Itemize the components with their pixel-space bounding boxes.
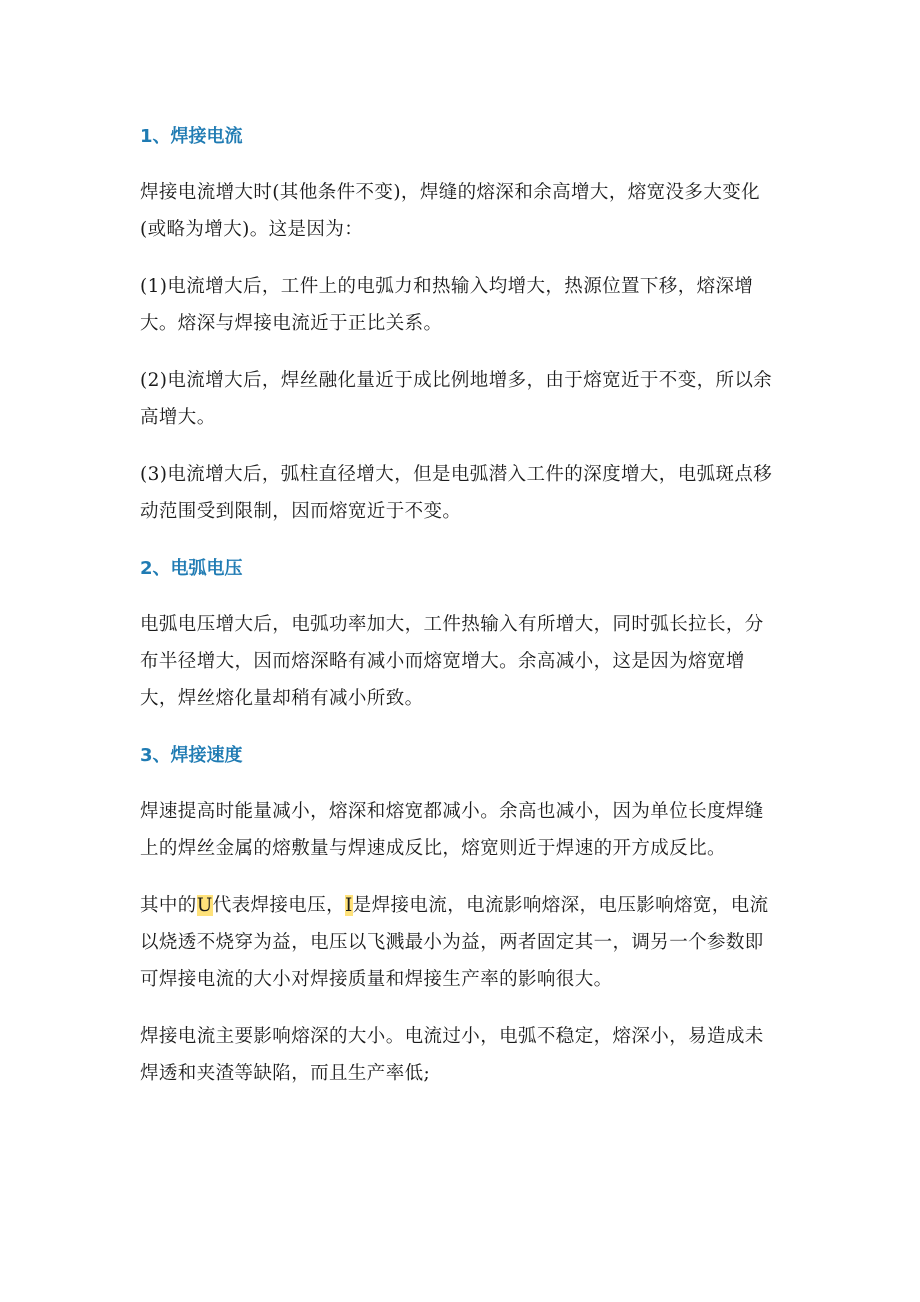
closing-paragraph: 焊接电流主要影响熔深的大小。电流过小，电弧不稳定，熔深小，易造成未焊透和夹渣等缺陷，而且生产率低; — [140, 1026, 764, 1084]
paragraph: (3)电流增大后，弧柱直径增大，但是电弧潜入工件的深度增大，电弧斑点移动范围受到限制，因而熔宽近于不变。 — [140, 464, 773, 522]
paragraph: (1)电流增大后，工件上的电弧力和热输入均增大，热源位置下移，熔深增大。熔深与焊接电流近于正比关系。 — [140, 276, 754, 334]
highlight-symbol-u: U — [196, 895, 213, 916]
note-prefix: 其中的 — [140, 895, 197, 916]
note-middle: 代表焊接电压， — [212, 895, 346, 916]
document-body — [140, 118, 780, 1112]
section-welding-current — [140, 118, 780, 530]
highlight-symbol-i: I — [345, 895, 353, 916]
paragraph: 焊速提高时能量减小，熔深和熔宽都减小。余高也减小，因为单位长度焊缝上的焊丝金属的熔敷量与焊速成反比，熔宽则近于焊速的开方成反比。 — [140, 801, 764, 859]
section-welding-speed — [140, 737, 780, 867]
note-suffix: 是焊接电流，电流影响熔深，电压影响熔宽，电流以烧透不烧穿为益，电压以飞溅最小为益，两者固定其一，调另一个参数即可焊接电流的大小对焊接质量和焊接生产率的影响很大。 — [140, 895, 769, 990]
note-paragraph — [140, 887, 780, 998]
paragraph: 电弧电压增大后，电弧功率加大，工件热输入有所增大，同时弧长拉长，分布半径增大，因而熔深略有减小而熔宽增大。余高减小，这是因为熔宽增大，焊丝熔化量却稍有减小所致。 — [140, 614, 764, 709]
section-heading: 3、焊接速度 — [140, 745, 243, 766]
section-heading: 1、焊接电流 — [140, 126, 243, 147]
section-heading: 2、电弧电压 — [140, 558, 243, 579]
section-arc-voltage — [140, 550, 780, 717]
paragraph: (2)电流增大后，焊丝融化量近于成比例地增多，由于熔宽近于不变，所以余高增大。 — [140, 370, 773, 428]
paragraph: 焊接电流增大时(其他条件不变)，焊缝的熔深和余高增大，熔宽没多大变化(或略为增大)。这是因为： — [140, 182, 761, 240]
